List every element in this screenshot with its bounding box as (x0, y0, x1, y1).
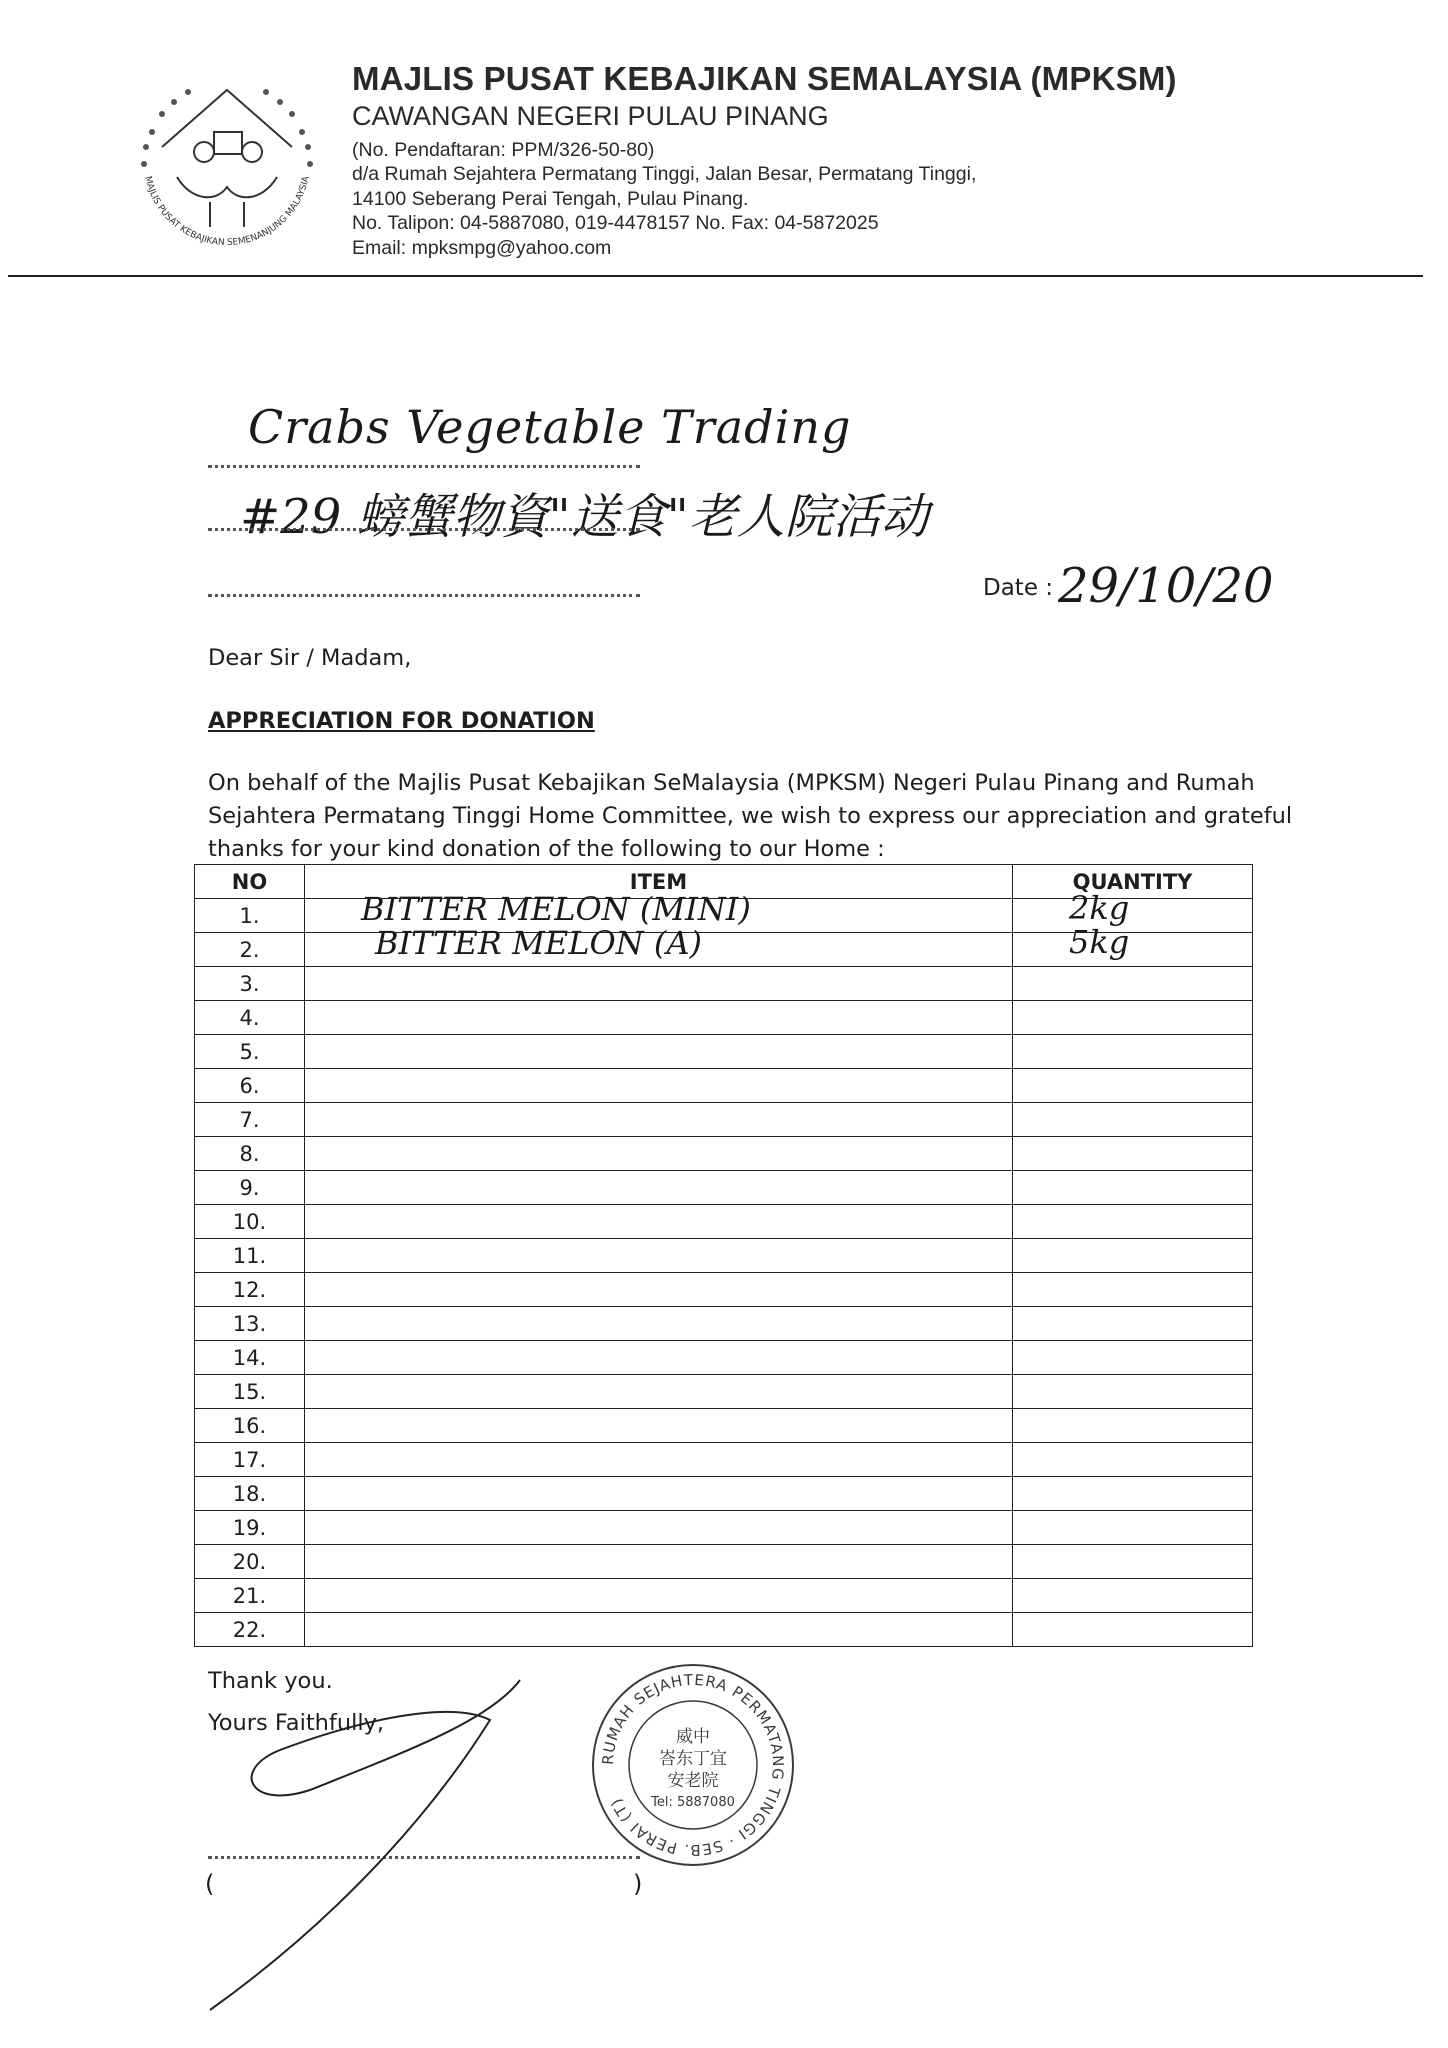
row-number: 2. (195, 933, 305, 967)
table-row (195, 1477, 1253, 1511)
stamp-ring-text: RUMAH SEJAHTERA PERMATANG TINGGI · SEB. PERAI (T) (598, 1670, 788, 1860)
table-row (195, 1307, 1253, 1341)
paragraph-line: On behalf of the Majlis Pusat Kebajikan SeMalaysia (MPKSM) Negeri Pulau Pinang and Rumah (208, 770, 1255, 796)
header-divider (8, 275, 1423, 277)
stamp-inner-line-2: 峇东丁宜 (659, 1749, 727, 1769)
table-row (195, 1341, 1253, 1375)
closing-thanks: Thank you. (208, 1668, 333, 1694)
header-no: NO (195, 865, 305, 899)
row-number: 19. (195, 1511, 305, 1545)
quantity-cell (1013, 1137, 1253, 1171)
quantity-cell (1013, 1545, 1253, 1579)
quantity-cell (1013, 1409, 1253, 1443)
table-row (195, 1035, 1253, 1069)
registration-number: (No. Pendaftaran: PPM/326-50-80) (352, 139, 655, 161)
donation-table (194, 864, 1253, 1647)
item-cell (305, 1613, 1013, 1647)
recipient-dotted-line-1 (208, 465, 640, 468)
row-number: 5. (195, 1035, 305, 1069)
recipient-event-handwritten: #29 螃蟹物資"送食"老人院活动 (240, 489, 929, 545)
row-number: 15. (195, 1375, 305, 1409)
stamp-inner-line-4: Tel: 5887080 (651, 1795, 735, 1810)
table-row (195, 967, 1253, 1001)
branch-name: CAWANGAN NEGERI PULAU PINANG (352, 101, 829, 131)
row-number: 14. (195, 1341, 305, 1375)
header-item: ITEM (305, 865, 1013, 899)
row-number: 22. (195, 1613, 305, 1647)
item-cell (305, 1443, 1013, 1477)
mpksm-logo (122, 52, 332, 262)
row-number: 20. (195, 1545, 305, 1579)
quantity-cell (1013, 1069, 1253, 1103)
row-number: 21. (195, 1579, 305, 1613)
phone-fax: No. Talipon: 04-5887080, 019-4478157 No. Fax: 04-5872025 (352, 212, 879, 234)
stamp-inner-line-3: 安老院 (667, 1771, 719, 1791)
header-quantity: QUANTITY (1013, 865, 1253, 899)
item-cell (305, 1341, 1013, 1375)
quantity-handwritten: 2kg (1069, 889, 1130, 927)
row-number: 18. (195, 1477, 305, 1511)
item-cell (305, 1307, 1013, 1341)
item-cell (305, 1511, 1013, 1545)
row-number: 1. (195, 899, 305, 933)
quantity-cell (1013, 1273, 1253, 1307)
table-body (195, 889, 1253, 1647)
item-cell (305, 1069, 1013, 1103)
name-paren-close: ) (633, 1870, 643, 1898)
item-cell (305, 1001, 1013, 1035)
letter-paragraph (208, 767, 1293, 866)
table-row (195, 1103, 1253, 1137)
table-row (195, 1069, 1253, 1103)
quantity-cell (1013, 1001, 1253, 1035)
quantity-cell (1013, 1443, 1253, 1477)
item-cell (305, 1409, 1013, 1443)
quantity-cell (1013, 889, 1253, 933)
row-number: 8. (195, 1137, 305, 1171)
recipient-dotted-line-2 (208, 528, 640, 531)
item-cell (305, 1579, 1013, 1613)
row-number: 17. (195, 1443, 305, 1477)
quantity-cell (1013, 1205, 1253, 1239)
table-row (195, 1273, 1253, 1307)
salutation: Dear Sir / Madam, (208, 645, 412, 671)
table-row (195, 1171, 1253, 1205)
table-row (195, 933, 1253, 967)
paragraph-line: Sejahtera Permatang Tinggi Home Committee, we wish to express our appreciation and grateful (208, 803, 1293, 829)
quantity-cell (1013, 1035, 1253, 1069)
row-number: 13. (195, 1307, 305, 1341)
table-row (195, 1409, 1253, 1443)
row-number: 16. (195, 1409, 305, 1443)
paragraph-line: thanks for your kind donation of the following to our Home : (208, 836, 885, 862)
handwritten-signature (190, 1660, 550, 2020)
table-row (195, 1613, 1253, 1647)
row-number: 10. (195, 1205, 305, 1239)
item-cell (305, 1035, 1013, 1069)
quantity-cell (1013, 1375, 1253, 1409)
address-line-2: 14100 Seberang Perai Tengah, Pulau Pinang. (352, 188, 749, 210)
table-row (195, 1239, 1253, 1273)
quantity-cell (1013, 1613, 1253, 1647)
quantity-cell (1013, 1307, 1253, 1341)
item-cell (305, 1171, 1013, 1205)
org-title: MAJLIS PUSAT KEBAJIKAN SEMALAYSIA (MPKSM) (352, 60, 1177, 97)
table-row (195, 1511, 1253, 1545)
item-cell (305, 1545, 1013, 1579)
quantity-cell (1013, 1103, 1253, 1137)
table-row (195, 1205, 1253, 1239)
item-cell (305, 924, 1013, 967)
closing-faithfully: Yours Faithfully, (208, 1710, 385, 1736)
quantity-cell (1013, 923, 1253, 967)
name-paren-open: ( (205, 1870, 215, 1898)
quantity-cell (1013, 1341, 1253, 1375)
address-line-1: d/a Rumah Sejahtera Permatang Tinggi, Jalan Besar, Permatang Tinggi, (352, 163, 977, 185)
item-cell (305, 1375, 1013, 1409)
quantity-handwritten: 5kg (1069, 923, 1130, 961)
table-row (195, 1443, 1253, 1477)
row-number: 3. (195, 967, 305, 1001)
official-stamp (588, 1660, 798, 1870)
row-number: 7. (195, 1103, 305, 1137)
leaf-wreath-icon (141, 89, 313, 167)
item-cell (305, 1103, 1013, 1137)
quantity-cell (1013, 967, 1253, 1001)
item-cell (305, 1477, 1013, 1511)
stamp-inner-line-1: 威中 (676, 1727, 710, 1747)
date-label: Date : (983, 575, 1054, 601)
table-row (195, 1579, 1253, 1613)
quantity-cell (1013, 1579, 1253, 1613)
recipient-dotted-line-3 (208, 594, 640, 597)
item-cell (305, 1273, 1013, 1307)
item-handwritten: BITTER MELON (A) (375, 924, 702, 962)
row-number: 11. (195, 1239, 305, 1273)
row-number: 4. (195, 1001, 305, 1035)
quantity-cell (1013, 1171, 1253, 1205)
row-number: 6. (195, 1069, 305, 1103)
item-handwritten: BITTER MELON (MINI) (361, 890, 751, 928)
quantity-cell (1013, 1239, 1253, 1273)
charity-emblem-icon (162, 90, 292, 227)
table-row (195, 1545, 1253, 1579)
table-row (195, 1137, 1253, 1171)
letter-subject: APPRECIATION FOR DONATION (208, 708, 595, 734)
item-cell (305, 1137, 1013, 1171)
recipient-name-handwritten: Crabs Vegetable Trading (248, 400, 852, 454)
quantity-cell (1013, 1511, 1253, 1545)
table-row (195, 1001, 1253, 1035)
row-number: 9. (195, 1171, 305, 1205)
item-cell (305, 1239, 1013, 1273)
item-cell (305, 967, 1013, 1001)
item-cell (305, 1205, 1013, 1239)
row-number: 12. (195, 1273, 305, 1307)
logo-ring-text: MAJLIS PUSAT KEBAJIKAN SEMENANJUNG MALAYSIA (142, 175, 312, 249)
table-row (195, 1375, 1253, 1409)
date-value-handwritten: 29/10/20 (1058, 558, 1274, 614)
email-address: Email: mpksmpg@yahoo.com (352, 237, 612, 259)
quantity-cell (1013, 1477, 1253, 1511)
